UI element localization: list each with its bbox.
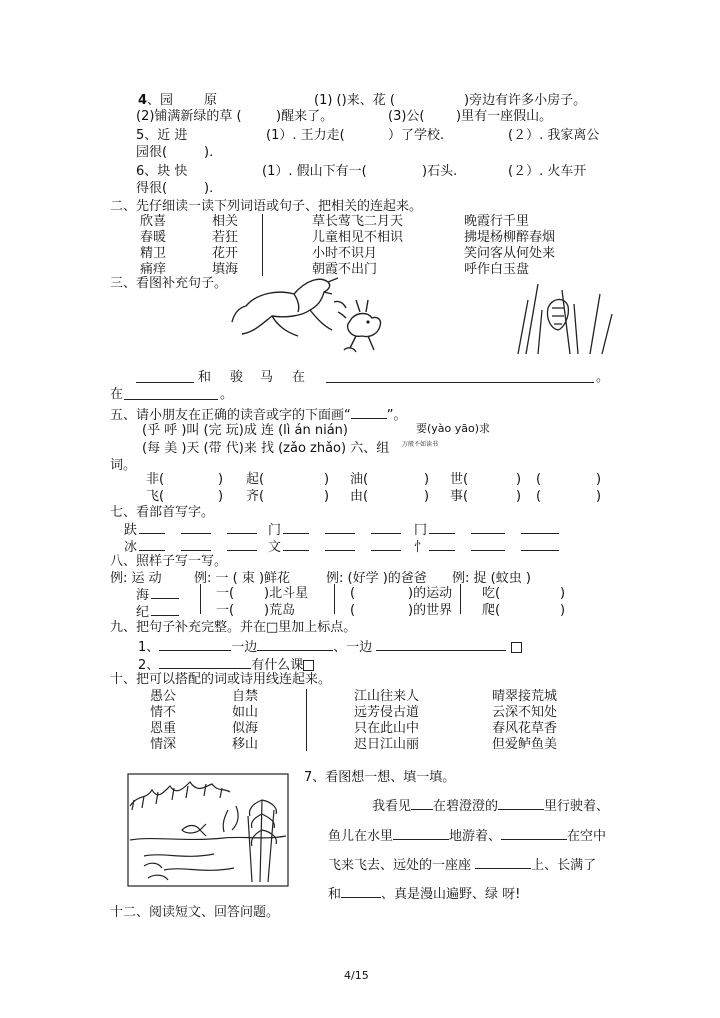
radical: 冂 bbox=[414, 523, 428, 538]
fill: )荒岛 bbox=[264, 603, 296, 618]
section3-word: 在 bbox=[292, 370, 306, 385]
punct-box[interactable] bbox=[511, 642, 522, 653]
list-item: 晚霞行千里 bbox=[464, 214, 530, 229]
section3-word: 马 bbox=[260, 370, 274, 385]
q5-item2: (２）. 我家离公 bbox=[508, 128, 600, 143]
section9-title: 九、把句子补充完整。并在□里加上标点。 bbox=[110, 620, 357, 635]
section5-tiny-note: 万般不如读书 bbox=[402, 441, 439, 448]
group-word: ( bbox=[536, 489, 542, 504]
section5-line2: (每 美 )天 (带 代)来 找 (zǎo zhǎo) 六、组 bbox=[142, 441, 390, 456]
section5-line3: 词。 bbox=[110, 458, 137, 473]
text: 在空中 bbox=[567, 829, 607, 844]
section3-line1 bbox=[136, 370, 194, 388]
radical: 文 bbox=[268, 540, 282, 555]
list-item: 情深 bbox=[150, 737, 177, 752]
section2-col1 bbox=[140, 214, 166, 278]
q5-item2-end: ). bbox=[204, 145, 214, 160]
char: 纪 bbox=[136, 605, 150, 620]
list-item: 拂堤杨柳醉春烟 bbox=[464, 230, 556, 245]
q6-item1-end: )石头. bbox=[422, 164, 458, 179]
landscape-illustration bbox=[124, 770, 292, 890]
section5-title bbox=[110, 406, 407, 424]
list-item: 草长莺飞二月天 bbox=[312, 214, 404, 229]
radical: 门 bbox=[268, 523, 282, 538]
list-item: 相关 bbox=[212, 214, 239, 229]
list-item: 远芳侵古道 bbox=[354, 705, 420, 720]
fill: )北斗星 bbox=[264, 586, 309, 601]
fill: )的世界 bbox=[408, 603, 453, 618]
blank bbox=[351, 406, 387, 419]
blank[interactable] bbox=[136, 370, 194, 383]
q5-words: 5、近 进 bbox=[136, 128, 188, 143]
fill: 吃( bbox=[482, 586, 501, 601]
punct-box[interactable] bbox=[303, 660, 314, 671]
rabbit-eye bbox=[366, 320, 369, 323]
section9-line1 bbox=[138, 638, 522, 656]
section11-line4 bbox=[328, 885, 520, 903]
group-word: ( bbox=[536, 472, 542, 487]
word: 有什么课 bbox=[251, 658, 304, 673]
list-item: 填海 bbox=[212, 262, 239, 277]
section10-col2 bbox=[232, 689, 258, 753]
group-word: ) bbox=[596, 489, 602, 504]
divider bbox=[200, 584, 201, 614]
group-word: 起( bbox=[246, 472, 265, 487]
section11-line1 bbox=[372, 797, 609, 815]
q6-item2-cont: 得很( bbox=[136, 181, 168, 196]
group-word: ) bbox=[324, 472, 330, 487]
section3-zai: 在 bbox=[110, 387, 124, 402]
text: 和 bbox=[328, 887, 342, 902]
q5-item1-end: ）了学校. bbox=[388, 128, 445, 143]
list-item: 痛痒 bbox=[140, 262, 167, 277]
example: 例: 运 动 bbox=[110, 571, 162, 586]
group-word: 飞( bbox=[146, 489, 165, 504]
section11-line2 bbox=[328, 827, 606, 845]
section7-title: 七、看部首写字。 bbox=[110, 505, 215, 520]
radical-row-2b bbox=[268, 538, 401, 556]
radical-row-2c bbox=[414, 538, 559, 556]
text: 地游着、 bbox=[449, 829, 502, 844]
section2-col2 bbox=[212, 214, 238, 278]
list-item: 情不 bbox=[150, 705, 177, 720]
q6-item2: (２）. 火车开 bbox=[508, 164, 587, 179]
q4-item3: (3)公( bbox=[388, 109, 425, 124]
q5-item2-cont: 园很( bbox=[136, 145, 168, 160]
fill: ) bbox=[560, 586, 566, 601]
list-item: 呼作白玉盘 bbox=[464, 262, 530, 277]
list-item: 春暖 bbox=[140, 230, 167, 245]
horse-and-rabbit-illustration bbox=[228, 272, 392, 364]
text: 上、长满了 bbox=[531, 858, 597, 873]
example: 例: 捉 (蚊虫 ) bbox=[452, 571, 531, 586]
list-item: 迟日江山丽 bbox=[354, 737, 420, 752]
group-word: ) bbox=[516, 489, 522, 504]
group-word: 世( bbox=[450, 472, 469, 487]
q4-item1-end: )旁边有许多小房子。 bbox=[464, 93, 587, 108]
fill: 爬( bbox=[482, 603, 501, 618]
example: 例: (好学 )的爸爸 bbox=[326, 571, 427, 586]
q4-item2: (2)铺满新绿的草 ( bbox=[136, 109, 242, 124]
radical: 冰 bbox=[124, 540, 138, 555]
q6-item2-end: ). bbox=[204, 181, 214, 196]
text: 鱼儿在水里 bbox=[328, 829, 394, 844]
divider bbox=[334, 584, 335, 614]
section3-blank2[interactable] bbox=[124, 387, 218, 405]
group-word: ) bbox=[218, 472, 224, 487]
list-item: 云深不知处 bbox=[492, 705, 558, 720]
insect-on-stalks-illustration bbox=[508, 280, 616, 356]
section12-title: 十二、阅读短文、回答问题。 bbox=[110, 905, 280, 920]
section11-title: 7、看图想一想、填一填。 bbox=[304, 770, 456, 785]
list-item: 如山 bbox=[232, 705, 259, 720]
section10-col1 bbox=[150, 689, 176, 753]
radical: 忄 bbox=[414, 540, 428, 555]
fill: 一( bbox=[216, 586, 235, 601]
section3-period2: 。 bbox=[220, 387, 234, 402]
q5-item1: (1）. 王力走( bbox=[266, 128, 345, 143]
word: 、一边 bbox=[333, 640, 373, 655]
section10-col3 bbox=[354, 689, 419, 753]
q6-words: 6、块 快 bbox=[136, 164, 188, 179]
q4-word-a: 、园 bbox=[147, 93, 174, 108]
list-item: 愚公 bbox=[150, 689, 177, 704]
fill: ( bbox=[350, 586, 356, 601]
section2-col3 bbox=[312, 214, 403, 278]
fill: ( bbox=[350, 603, 356, 618]
row bbox=[136, 603, 179, 621]
list-item: 只在此山中 bbox=[354, 721, 420, 736]
list-item: 晴翠接荒城 bbox=[492, 689, 558, 704]
section10-col4 bbox=[492, 689, 557, 753]
q4-word-b: 原 bbox=[204, 93, 218, 108]
section8-title: 八、照样子写一写。 bbox=[110, 554, 228, 569]
fill: ) bbox=[560, 603, 566, 618]
section3-period: 。 bbox=[596, 370, 610, 385]
q4-item1: (1) ()来、花 ( bbox=[314, 93, 395, 108]
fill: )的运动 bbox=[408, 586, 453, 601]
section10-title: 十、把可以搭配的词或诗用线连起来。 bbox=[110, 672, 332, 687]
divider bbox=[460, 584, 461, 614]
q4-line1 bbox=[138, 93, 173, 109]
radical: 趺 bbox=[124, 523, 138, 538]
list-item: 江山往来人 bbox=[354, 689, 420, 704]
group-word: 油( bbox=[350, 472, 369, 487]
group-word: ) bbox=[424, 472, 430, 487]
section5-title-b: ”。 bbox=[386, 408, 407, 423]
section2-title: 二、先仔细读一读下列词语或句子、把相关的连起来。 bbox=[110, 199, 423, 214]
word: 一边 bbox=[231, 640, 258, 655]
group-word: 非( bbox=[146, 472, 165, 487]
list-item: 似海 bbox=[232, 721, 259, 736]
group-word: 齐( bbox=[246, 489, 265, 504]
list-item: 小时不识月 bbox=[312, 246, 378, 261]
list-item: 恩重 bbox=[150, 721, 177, 736]
text: 、真是漫山遍野、绿 呀! bbox=[381, 887, 521, 902]
row bbox=[136, 586, 179, 604]
divider bbox=[306, 689, 307, 751]
group-word: ) bbox=[424, 489, 430, 504]
q4-number: 4 bbox=[138, 93, 148, 108]
num: 1、 bbox=[138, 640, 160, 655]
section5-title-a: 五、请小朋友在正确的读音或字的下面画“ bbox=[110, 408, 351, 423]
list-item: 花开 bbox=[212, 246, 239, 261]
list-item: 精卫 bbox=[140, 246, 167, 261]
section5-line1-extra: 要(yào yāo)求 bbox=[416, 422, 491, 435]
list-item: 移山 bbox=[232, 737, 259, 752]
group-word: 事( bbox=[450, 489, 469, 504]
list-item: 自禁 bbox=[232, 689, 259, 704]
text: 我看见 bbox=[372, 799, 412, 814]
fill: 一( bbox=[216, 603, 235, 618]
example: 例: 一 ( 束 )鲜花 bbox=[194, 571, 291, 586]
section5-line1: (乎 呼 )叫 (完 玩)成 连 (lì án nián) bbox=[142, 423, 348, 438]
list-item: 春风花草香 bbox=[492, 721, 558, 736]
section2-col4 bbox=[464, 214, 555, 278]
q4-item2-end: )醒来了。 bbox=[276, 109, 334, 124]
list-item: 欣喜 bbox=[140, 214, 167, 229]
section3-word: 和 bbox=[198, 370, 212, 385]
section11-line3 bbox=[328, 856, 596, 874]
list-item: 朝霞不出门 bbox=[312, 262, 378, 277]
section3-word: 骏 bbox=[230, 370, 244, 385]
group-word: ) bbox=[218, 489, 224, 504]
group-word: ) bbox=[596, 472, 602, 487]
radical-row-1b bbox=[268, 521, 401, 539]
list-item: 笑问客从何处来 bbox=[464, 246, 556, 261]
page-number: 4/15 bbox=[344, 969, 369, 982]
group-word: 由( bbox=[350, 489, 369, 504]
radical-row-1c bbox=[414, 521, 559, 539]
char: 海 bbox=[136, 588, 150, 603]
q4-item3-end: )里有一座假山。 bbox=[456, 109, 553, 124]
list-item: 若狂 bbox=[212, 230, 239, 245]
text: 在碧澄澄的 bbox=[433, 799, 499, 814]
group-word: ) bbox=[324, 489, 330, 504]
q6-item1: (1）. 假山下有一( bbox=[262, 164, 367, 179]
text: 飞来飞去、远处的一座座 bbox=[328, 858, 472, 873]
radical-row-1 bbox=[124, 521, 257, 539]
section3-title: 三、看图补充句子。 bbox=[110, 276, 228, 291]
divider bbox=[262, 214, 263, 276]
list-item: 但爱鲈鱼美 bbox=[492, 737, 558, 752]
num: 2、 bbox=[138, 658, 160, 673]
group-word: ) bbox=[516, 472, 522, 487]
list-item: 儿童相见不相识 bbox=[312, 230, 404, 245]
section3-blank-long[interactable] bbox=[326, 370, 594, 388]
text: 里行驶着、 bbox=[544, 799, 610, 814]
